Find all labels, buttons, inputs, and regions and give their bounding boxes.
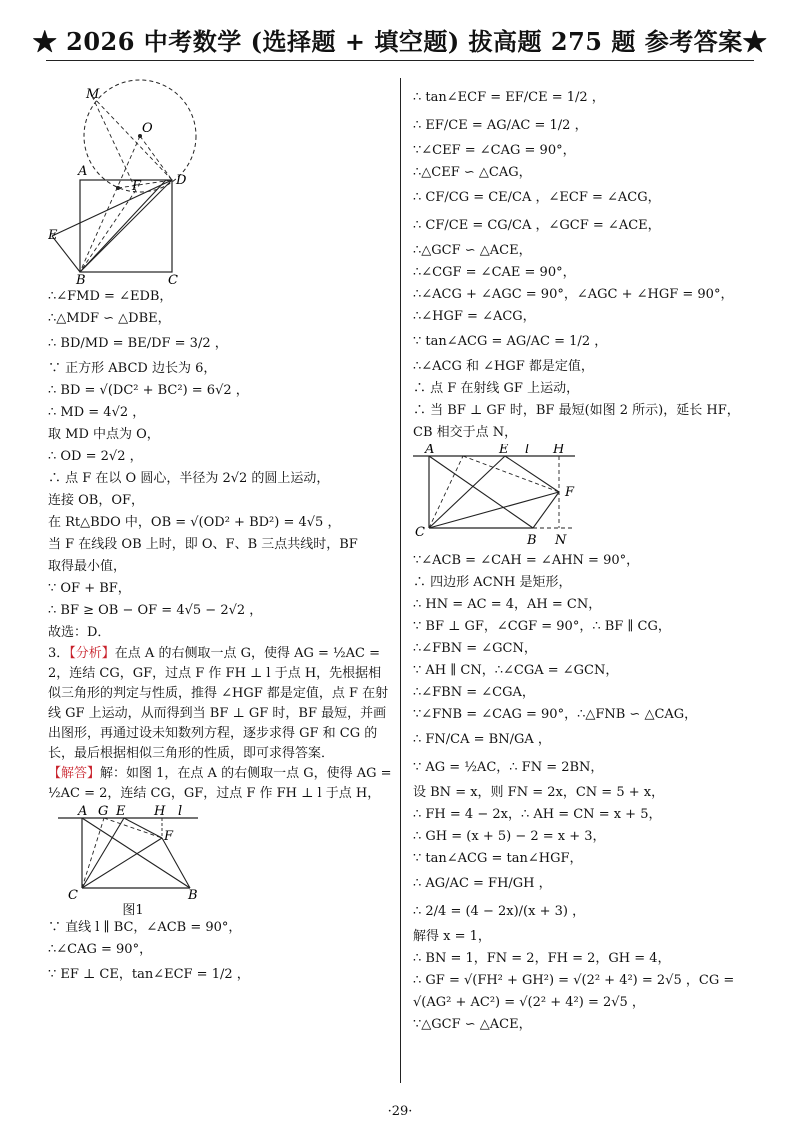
left-line-15: ∴ BF ≥ OB − OF = 4√5 − 2√2 ， xyxy=(48,603,263,618)
left-line-7: 取 MD 中点为 O， xyxy=(48,427,160,442)
geometry-figure-1 xyxy=(48,804,218,904)
left-line-11: 在 Rt△BDO 中，OB = √(OD² + BD²) = 4√5 ， xyxy=(48,515,341,530)
left-tail-1: ∵ 直线 l ∥ BC，∠ACB = 90°， xyxy=(48,920,242,935)
fig2-label-f: F xyxy=(565,485,575,500)
fig2-label-l: l xyxy=(525,444,530,457)
right-line-12: ∴∠ACG 和 ∠HGF 都是定值， xyxy=(413,359,594,374)
right-b-line-17: 解得 x = 1， xyxy=(413,929,491,944)
right-b-line-8: ∵∠FNB = ∠CAG = 90°，∴△FNB ∽ △CAG， xyxy=(413,707,698,722)
left-line-16: 故选：D． xyxy=(48,625,111,640)
left-line-2: ∴△MDF ∽ △DBE， xyxy=(48,311,171,326)
solution-paragraph xyxy=(48,764,393,804)
right-b-line-18: ∴ BN = 1，FN = 2，FH = 2，GH = 4， xyxy=(413,951,671,966)
fig2-label-c: C xyxy=(415,525,425,540)
left-line-4: ∵ 正方形 ABCD 边长为 6， xyxy=(48,361,217,376)
right-line-3: ∵∠CEF = ∠CAG = 90°， xyxy=(413,143,576,158)
fig2-label-a: A xyxy=(425,444,435,457)
right-line-10: ∴∠HGF = ∠ACG， xyxy=(413,309,536,324)
right-b-line-11: 设 BN = x，则 FN = 2x，CN = 5 + x， xyxy=(413,785,665,800)
left-line-6: ∴ MD = 4√2 ， xyxy=(48,405,146,420)
right-line-15: CB 相交于点 N， xyxy=(413,425,518,440)
left-column xyxy=(48,78,393,989)
right-b-line-13: ∴ GH = (x + 5) − 2 = x + 3， xyxy=(413,829,606,844)
analysis-text: 在点 A 的右侧取一点 G，使得 AG = ½AC = 2，连结 CG，GF，过点 F 作 FH ⊥ l 于点 H，先根据相似三角形的判定与性质，推得 ∠HGF 都是定值，点 F 在射线 GF 上运动，从而得到当 BF ⊥ GF 时，BF 最短，并画出图形，再通过设未知数列方程，逐步求得 GF 和 CG 的长，最后根据相似三角形的性质，即可求得答案． xyxy=(48,646,389,761)
left-line-3: ∴ BD/MD = BE/DF = 3/2 ， xyxy=(48,336,228,351)
left-tail-3: ∵ EF ⊥ CE，tan∠ECF = 1/2 ， xyxy=(48,967,250,982)
label-b: B xyxy=(76,273,86,286)
left-line-9: ∴ 点 F 在以 O 圆心，半径为 2√2 的圆上运动， xyxy=(48,471,330,486)
figure-1-caption: 图1 xyxy=(122,903,144,918)
right-b-line-21: ∵△GCF ∽ △ACE， xyxy=(413,1017,532,1032)
left-tail-2: ∴∠CAG = 90°， xyxy=(48,942,153,957)
fig2-label-h: H xyxy=(553,444,565,457)
left-line-13: 取得最小值， xyxy=(48,559,127,574)
right-line-11: ∵ tan∠ACG = AG/AC = 1/2 ， xyxy=(413,334,608,349)
right-line-5: ∴ CF/CG = CE/CA ，∠ECF = ∠ACG， xyxy=(413,190,661,205)
geometry-figure-square xyxy=(48,78,218,286)
fig1-label-a: A xyxy=(78,804,88,819)
right-line-13: ∴ 点 F 在射线 GF 上运动， xyxy=(413,381,580,396)
page-number: ·29· xyxy=(387,1104,413,1119)
fig1-label-g: G xyxy=(98,804,109,819)
fig1-label-l: l xyxy=(178,804,183,819)
right-b-line-5: ∴∠FBN = ∠GCN， xyxy=(413,641,537,656)
right-line-6: ∴ CF/CE = CG/CA ，∠GCF = ∠ACE， xyxy=(413,218,661,233)
right-b-line-10: ∵ AG = ½AC，∴ FN = 2BN， xyxy=(413,760,604,775)
fig1-label-h: H xyxy=(154,804,166,819)
geometry-figure-2 xyxy=(413,444,588,550)
label-c: C xyxy=(168,273,178,286)
right-line-9: ∴∠ACG + ∠AGC = 90°，∠AGC + ∠HGF = 90°， xyxy=(413,287,734,302)
right-b-line-1: ∵∠ACB = ∠CAH = ∠AHN = 90°， xyxy=(413,553,640,568)
left-line-10: 连接 OB，OF， xyxy=(48,493,145,508)
left-line-14: ∵ OF + BF， xyxy=(48,581,131,596)
right-b-line-15: ∴ AG/AC = FH/GH ， xyxy=(413,876,552,891)
right-b-line-3: ∴ HN = AC = 4，AH = CN， xyxy=(413,597,602,612)
left-line-8: ∴ OD = 2√2 ， xyxy=(48,449,143,464)
label-e: E xyxy=(48,228,58,243)
fig1-label-e: E xyxy=(116,804,126,819)
solution-tag: 【解答】 xyxy=(48,766,101,781)
left-line-1: ∴∠FMD = ∠EDB， xyxy=(48,289,173,304)
label-a: A xyxy=(78,164,88,179)
right-b-line-2: ∴ 四边形 ACNH 是矩形， xyxy=(413,575,572,590)
right-b-line-9: ∴ FN/CA = BN/GA ， xyxy=(413,732,551,747)
right-b-line-12: ∴ FH = 4 − 2x，∴ AH = CN = x + 5， xyxy=(413,807,662,822)
right-b-line-7: ∴∠FBN = ∠CGA， xyxy=(413,685,535,700)
analysis-paragraph xyxy=(48,644,393,764)
right-line-14: ∴ 当 BF ⊥ GF 时，BF 最短(如图 2 所示)，延长 HF， xyxy=(413,403,740,418)
header-rule xyxy=(46,60,754,61)
fig2-label-e: E xyxy=(499,444,509,457)
label-o: O xyxy=(142,121,153,136)
right-line-8: ∴∠CGF = ∠CAE = 90°， xyxy=(413,265,576,280)
fig1-label-b: B xyxy=(188,888,198,903)
page-title: ★ 2026 中考数学 (选择题 + 填空题) 拔高题 275 题 参考答案★ xyxy=(32,27,768,56)
right-b-line-16: ∴ 2/4 = (4 − 2x)/(x + 3) ， xyxy=(413,904,586,919)
right-line-2: ∴ EF/CE = AG/AC = 1/2 ， xyxy=(413,118,588,133)
right-b-line-4: ∵ BF ⊥ GF，∠CGF = 90°，∴ BF ∥ CG， xyxy=(413,619,671,634)
right-b-line-19: ∴ GF = √(FH² + GH²) = √(2² + 4²) = 2√5 ，CG = xyxy=(413,973,735,988)
problem-number: 3． xyxy=(48,646,70,661)
right-column xyxy=(413,84,758,1036)
page-header xyxy=(0,0,800,62)
left-line-5: ∴ BD = √(DC² + BC²) = 6√2 ， xyxy=(48,383,249,398)
fig1-label-c: C xyxy=(68,888,78,903)
label-m: M xyxy=(86,87,100,102)
right-b-line-6: ∵ AH ∥ CN，∴∠CGA = ∠GCN， xyxy=(413,663,619,678)
fig1-label-f: F xyxy=(164,829,174,844)
right-line-1: ∴ tan∠ECF = EF/CE = 1/2 ， xyxy=(413,90,605,105)
column-divider xyxy=(400,78,401,1083)
fig2-label-n: N xyxy=(555,533,567,548)
left-line-12: 当 F 在线段 OB 上时，即 O、F、B 三点共线时，BF xyxy=(48,537,358,552)
right-b-line-14: ∵ tan∠ACG = tan∠HGF， xyxy=(413,851,583,866)
right-b-line-20: √(AG² + AC²) = √(2² + 4²) = 2√5 ， xyxy=(413,995,645,1010)
fig2-label-b: B xyxy=(527,533,537,548)
analysis-tag: 【分析】 xyxy=(69,646,115,661)
right-line-7: ∴△GCF ∽ △ACE， xyxy=(413,243,532,258)
right-line-4: ∴△CEF ∽ △CAG， xyxy=(413,165,532,180)
label-f: F xyxy=(132,179,142,194)
solution-text: 解：如图 1，在点 A 的右侧取一点 G，使得 AG = ½AC = 2，连结 CG，GF，过点 F 作 FH ⊥ l 于点 H， xyxy=(48,766,392,801)
label-d: D xyxy=(176,173,187,188)
